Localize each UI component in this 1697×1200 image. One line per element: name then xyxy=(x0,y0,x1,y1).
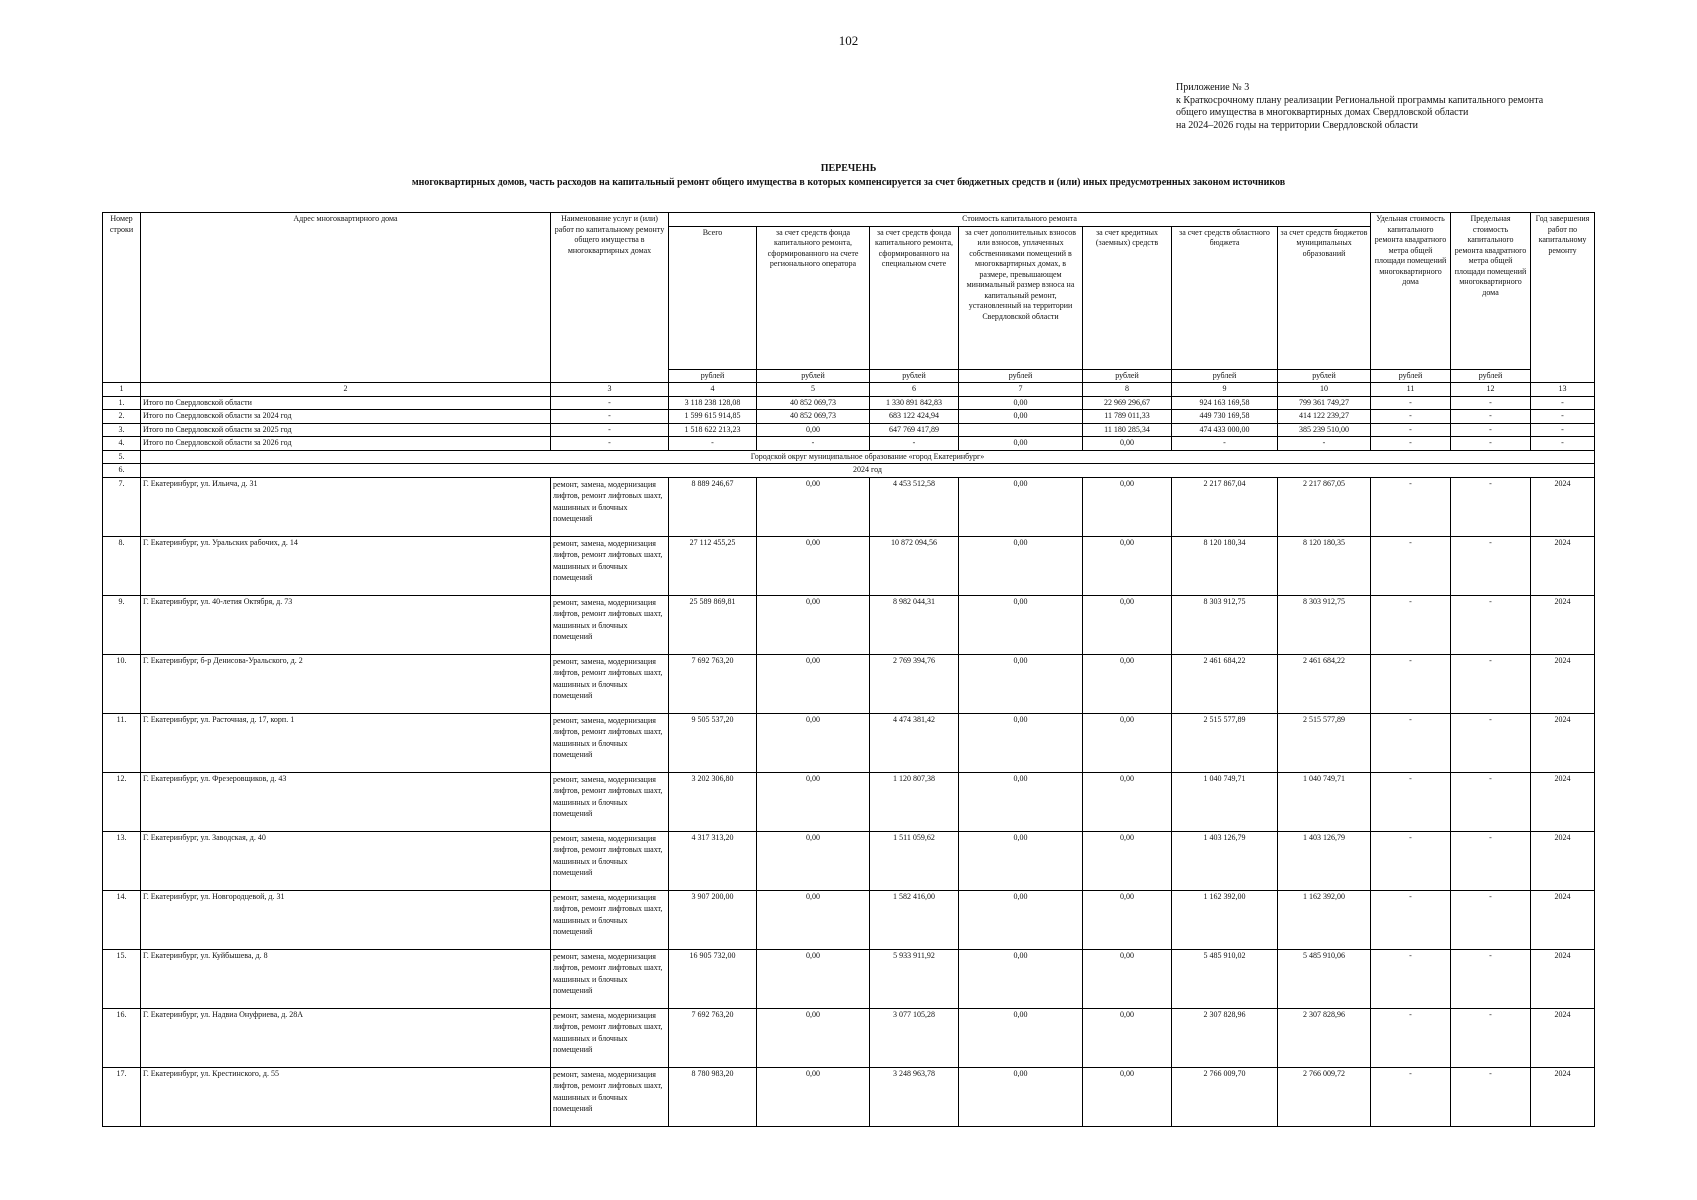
cell-service: ремонт, замена, модернизация лифтов, ремонт лифтовых шахт, машинных и блочных помещений xyxy=(551,477,669,536)
cell-total: 25 589 869,81 xyxy=(669,595,757,654)
cell-regional: 924 163 169,58 xyxy=(1172,396,1278,410)
cell-credit: 11 789 011,33 xyxy=(1083,410,1172,424)
cell-special: 8 982 044,31 xyxy=(870,595,959,654)
cell-regop: 0,00 xyxy=(757,890,870,949)
cell-total: 3 202 306,80 xyxy=(669,772,757,831)
cell-limit-cost: - xyxy=(1451,536,1531,595)
cell-row-number: 13. xyxy=(103,831,141,890)
cell-unit-cost: - xyxy=(1371,477,1451,536)
cell-special: 1 511 059,62 xyxy=(870,831,959,890)
cell-row-number: 15. xyxy=(103,949,141,1008)
cell-extra: 0,00 xyxy=(959,410,1083,424)
cell-service: ремонт, замена, модернизация лифтов, ремонт лифтовых шахт, машинных и блочных помещений xyxy=(551,949,669,1008)
cell-special: 1 330 891 842,83 xyxy=(870,396,959,410)
cell-row-number: 5. xyxy=(103,450,141,464)
cell-municipal: 2 217 867,05 xyxy=(1278,477,1371,536)
header-row xyxy=(103,213,1595,227)
cell-total: 16 905 732,00 xyxy=(669,949,757,1008)
column-number: 11 xyxy=(1371,383,1451,397)
cell-credit: 0,00 xyxy=(1083,1008,1172,1067)
appendix-note xyxy=(1176,82,1616,132)
cell-special: 683 122 424,94 xyxy=(870,410,959,424)
table-row xyxy=(103,772,1595,831)
table-row xyxy=(103,1067,1595,1126)
cell-address: Г. Екатеринбург, ул. Новгородцевой, д. 31 xyxy=(141,890,551,949)
cell-regop: 0,00 xyxy=(757,713,870,772)
cell-special: 5 933 911,92 xyxy=(870,949,959,1008)
cell-extra: 0,00 xyxy=(959,890,1083,949)
cell-unit-cost: - xyxy=(1371,536,1451,595)
cell-year: 2024 xyxy=(1531,477,1595,536)
cell-year: - xyxy=(1531,396,1595,410)
header-unit-cost: Удельная стоимость капитального ремонта квадратного метра общей площади помещений многоквартирного дома xyxy=(1371,213,1451,370)
cell-service: ремонт, замена, модернизация лифтов, ремонт лифтовых шахт, машинных и блочных помещений xyxy=(551,595,669,654)
cell-address: Г. Екатеринбург, ул. Надвиа Онуфриева, д. 28А xyxy=(141,1008,551,1067)
cell-year: 2024 xyxy=(1531,831,1595,890)
table-row xyxy=(103,831,1595,890)
cell-unit-cost: - xyxy=(1371,949,1451,1008)
unit-label: рублей xyxy=(669,369,757,383)
cell-municipal: 385 239 510,00 xyxy=(1278,423,1371,437)
cell-service: - xyxy=(551,437,669,451)
cell-limit-cost: - xyxy=(1451,713,1531,772)
column-number-row xyxy=(103,383,1595,397)
cell-special: 647 769 417,89 xyxy=(870,423,959,437)
cell-year: 2024 xyxy=(1531,713,1595,772)
cell-credit: 0,00 xyxy=(1083,595,1172,654)
cell-regop: - xyxy=(757,437,870,451)
cell-regop: 0,00 xyxy=(757,536,870,595)
cell-special: 4 453 512,58 xyxy=(870,477,959,536)
column-number: 8 xyxy=(1083,383,1172,397)
cell-municipal: 1 162 392,00 xyxy=(1278,890,1371,949)
cell-municipal: 2 307 828,96 xyxy=(1278,1008,1371,1067)
cell-limit-cost: - xyxy=(1451,654,1531,713)
totals-row xyxy=(103,423,1595,437)
cell-limit-cost: - xyxy=(1451,949,1531,1008)
cell-credit: 0,00 xyxy=(1083,949,1172,1008)
cell-credit: 0,00 xyxy=(1083,713,1172,772)
section-label: Городской округ муниципальное образование «город Екатеринбург» xyxy=(141,450,1595,464)
cell-extra: 0,00 xyxy=(959,437,1083,451)
cell-regop: 40 852 069,73 xyxy=(757,396,870,410)
cell-name: Итого по Свердловской области xyxy=(141,396,551,410)
cell-row-number: 2. xyxy=(103,410,141,424)
cell-special: 3 248 963,78 xyxy=(870,1067,959,1126)
cell-extra: 0,00 xyxy=(959,1067,1083,1126)
cell-regop: 0,00 xyxy=(757,772,870,831)
cell-total: - xyxy=(669,437,757,451)
unit-label: рублей xyxy=(959,369,1083,383)
column-number: 13 xyxy=(1531,383,1595,397)
cell-regop: 0,00 xyxy=(757,595,870,654)
table-row xyxy=(103,1008,1595,1067)
appendix-line: Приложение № 3 xyxy=(1176,82,1250,93)
header-regional: за счет средств областного бюджета xyxy=(1172,226,1278,369)
cell-total: 4 317 313,20 xyxy=(669,831,757,890)
cell-regional: 449 730 169,58 xyxy=(1172,410,1278,424)
cell-row-number: 8. xyxy=(103,536,141,595)
column-number: 9 xyxy=(1172,383,1278,397)
cell-service: ремонт, замена, модернизация лифтов, ремонт лифтовых шахт, машинных и блочных помещений xyxy=(551,536,669,595)
cell-year: 2024 xyxy=(1531,654,1595,713)
cell-extra xyxy=(959,423,1083,437)
unit-label: рублей xyxy=(1451,369,1531,383)
cell-limit-cost: - xyxy=(1451,890,1531,949)
cell-limit-cost: - xyxy=(1451,1067,1531,1126)
cell-credit: 0,00 xyxy=(1083,477,1172,536)
cell-municipal: 2 515 577,89 xyxy=(1278,713,1371,772)
cell-year: 2024 xyxy=(1531,890,1595,949)
title-subheading: многоквартирных домов, часть расходов на капитальный ремонт общего имущества в которых компенсируется за счет бюджетных средств и (или) иных предусмотренных законом источников xyxy=(411,177,1286,188)
cell-year: 2024 xyxy=(1531,536,1595,595)
cell-row-number: 10. xyxy=(103,654,141,713)
cell-service: - xyxy=(551,423,669,437)
cell-name: Итого по Свердловской области за 2026 год xyxy=(141,437,551,451)
cell-regional: 2 461 684,22 xyxy=(1172,654,1278,713)
cell-address: Г. Екатеринбург, б-р Денисова-Уральского, д. 2 xyxy=(141,654,551,713)
cell-total: 1 518 622 213,23 xyxy=(669,423,757,437)
cell-unit-cost: - xyxy=(1371,595,1451,654)
cell-credit: 0,00 xyxy=(1083,437,1172,451)
table-row xyxy=(103,949,1595,1008)
cell-special: 1 582 416,00 xyxy=(870,890,959,949)
title-heading: ПЕРЕЧЕНЬ xyxy=(820,163,877,174)
table-row xyxy=(103,890,1595,949)
cell-year: 2024 xyxy=(1531,772,1595,831)
column-number: 1 xyxy=(103,383,141,397)
cell-extra: 0,00 xyxy=(959,654,1083,713)
cell-regop: 40 852 069,73 xyxy=(757,410,870,424)
cell-service: ремонт, замена, модернизация лифтов, ремонт лифтовых шахт, машинных и блочных помещений xyxy=(551,654,669,713)
cell-row-number: 4. xyxy=(103,437,141,451)
cell-year: - xyxy=(1531,437,1595,451)
cell-service: - xyxy=(551,410,669,424)
cell-extra: 0,00 xyxy=(959,949,1083,1008)
cell-year: 2024 xyxy=(1531,595,1595,654)
cell-year: - xyxy=(1531,423,1595,437)
totals-row xyxy=(103,396,1595,410)
section-label: 2024 год xyxy=(141,464,1595,478)
cell-address: Г. Екатеринбург, ул. 40-летия Октября, д. 73 xyxy=(141,595,551,654)
cell-year: 2024 xyxy=(1531,1067,1595,1126)
cell-total: 9 505 537,20 xyxy=(669,713,757,772)
cell-limit-cost: - xyxy=(1451,772,1531,831)
unit-label: рублей xyxy=(1172,369,1278,383)
column-number: 2 xyxy=(141,383,551,397)
cell-unit-cost: - xyxy=(1371,1008,1451,1067)
cell-municipal: 2 461 684,22 xyxy=(1278,654,1371,713)
header-address: Адрес многоквартирного дома xyxy=(141,213,551,383)
cell-regop: 0,00 xyxy=(757,654,870,713)
cell-credit: 0,00 xyxy=(1083,654,1172,713)
cell-municipal: 1 403 126,79 xyxy=(1278,831,1371,890)
cell-service: ремонт, замена, модернизация лифтов, ремонт лифтовых шахт, машинных и блочных помещений xyxy=(551,772,669,831)
cell-total: 7 692 763,20 xyxy=(669,1008,757,1067)
column-number: 3 xyxy=(551,383,669,397)
cell-regop: 0,00 xyxy=(757,1008,870,1067)
cell-address: Г. Екатеринбург, ул. Ильича, д. 31 xyxy=(141,477,551,536)
cell-municipal: 5 485 910,06 xyxy=(1278,949,1371,1008)
column-number: 4 xyxy=(669,383,757,397)
cell-address: Г. Екатеринбург, ул. Заводская, д. 40 xyxy=(141,831,551,890)
page-number: 102 xyxy=(838,33,859,48)
cell-regional: 2 217 867,04 xyxy=(1172,477,1278,536)
cell-regional: 1 040 749,71 xyxy=(1172,772,1278,831)
cell-limit-cost: - xyxy=(1451,477,1531,536)
cell-year: 2024 xyxy=(1531,1008,1595,1067)
cell-regional: 1 403 126,79 xyxy=(1172,831,1278,890)
cell-name: Итого по Свердловской области за 2024 год xyxy=(141,410,551,424)
cell-row-number: 11. xyxy=(103,713,141,772)
cell-row-number: 17. xyxy=(103,1067,141,1126)
cell-credit: 0,00 xyxy=(1083,772,1172,831)
column-number: 10 xyxy=(1278,383,1371,397)
header-extra: за счет дополнительных взносов или взносов, уплаченных собственниками помещений в многоквартирных домах, в размере, превышающем минимальный размер взноса на капитальный ремонт, установленный на территории Свердловской области xyxy=(959,226,1083,369)
cell-regional: 5 485 910,02 xyxy=(1172,949,1278,1008)
cell-total: 27 112 455,25 xyxy=(669,536,757,595)
cell-extra: 0,00 xyxy=(959,1008,1083,1067)
cell-total: 1 599 615 914,85 xyxy=(669,410,757,424)
cell-limit-cost: - xyxy=(1451,1008,1531,1067)
cell-address: Г. Екатеринбург, ул. Расточная, д. 17, корп. 1 xyxy=(141,713,551,772)
cell-regop: 0,00 xyxy=(757,423,870,437)
cell-total: 7 692 763,20 xyxy=(669,654,757,713)
column-number: 5 xyxy=(757,383,870,397)
cell-row-number: 16. xyxy=(103,1008,141,1067)
cell-extra: 0,00 xyxy=(959,536,1083,595)
appendix-line: общего имущества в многоквартирных домах Свердловской области xyxy=(1176,107,1469,118)
cell-extra: 0,00 xyxy=(959,713,1083,772)
cell-extra: 0,00 xyxy=(959,396,1083,410)
cell-row-number: 12. xyxy=(103,772,141,831)
cell-municipal: 8 303 912,75 xyxy=(1278,595,1371,654)
unit-label: рублей xyxy=(870,369,959,383)
unit-label: рублей xyxy=(1083,369,1172,383)
cell-row-number: 7. xyxy=(103,477,141,536)
cell-row-number: 6. xyxy=(103,464,141,478)
column-number: 6 xyxy=(870,383,959,397)
cell-limit-cost: - xyxy=(1451,423,1531,437)
unit-label: рублей xyxy=(1371,369,1451,383)
totals-row xyxy=(103,410,1595,424)
cell-credit: 11 180 285,34 xyxy=(1083,423,1172,437)
cell-row-number: 1. xyxy=(103,396,141,410)
cell-regional: - xyxy=(1172,437,1278,451)
cell-regop: 0,00 xyxy=(757,477,870,536)
cell-special: 2 769 394,76 xyxy=(870,654,959,713)
cell-limit-cost: - xyxy=(1451,396,1531,410)
header-special: за счет средств фонда капитального ремонта, сформированного на специальном счете xyxy=(870,226,959,369)
cell-municipal: - xyxy=(1278,437,1371,451)
cell-regional: 8 303 912,75 xyxy=(1172,595,1278,654)
header-regop: за счет средств фонда капитального ремонта, сформированного на счете регионального оператора xyxy=(757,226,870,369)
table-row xyxy=(103,477,1595,536)
section-row xyxy=(103,450,1595,464)
header-total: Всего xyxy=(669,226,757,369)
section-row xyxy=(103,464,1595,478)
cell-special: 3 077 105,28 xyxy=(870,1008,959,1067)
unit-label: рублей xyxy=(757,369,870,383)
column-number: 7 xyxy=(959,383,1083,397)
repair-cost-table xyxy=(102,212,1595,1127)
cell-credit: 0,00 xyxy=(1083,1067,1172,1126)
cell-total: 8 889 246,67 xyxy=(669,477,757,536)
cell-limit-cost: - xyxy=(1451,831,1531,890)
cell-row-number: 14. xyxy=(103,890,141,949)
cell-unit-cost: - xyxy=(1371,437,1451,451)
cell-special: - xyxy=(870,437,959,451)
cell-municipal: 799 361 749,27 xyxy=(1278,396,1371,410)
cell-address: Г. Екатеринбург, ул. Фрезеровщиков, д. 43 xyxy=(141,772,551,831)
appendix-line: к Краткосрочному плану реализации Региональной программы капитального ремонта xyxy=(1176,94,1544,106)
cell-service: ремонт, замена, модернизация лифтов, ремонт лифтовых шахт, машинных и блочных помещений xyxy=(551,1067,669,1126)
cell-municipal: 1 040 749,71 xyxy=(1278,772,1371,831)
cell-special: 1 120 807,38 xyxy=(870,772,959,831)
unit-label: рублей xyxy=(1278,369,1371,383)
cell-regop: 0,00 xyxy=(757,831,870,890)
cell-unit-cost: - xyxy=(1371,831,1451,890)
cell-row-number: 3. xyxy=(103,423,141,437)
cell-regop: 0,00 xyxy=(757,949,870,1008)
header-cost-group: Стоимость капитального ремонта xyxy=(669,213,1371,227)
cell-service: ремонт, замена, модернизация лифтов, ремонт лифтовых шахт, машинных и блочных помещений xyxy=(551,890,669,949)
cell-regional: 1 162 392,00 xyxy=(1172,890,1278,949)
cell-limit-cost: - xyxy=(1451,410,1531,424)
cell-address: Г. Екатеринбург, ул. Крестинского, д. 55 xyxy=(141,1067,551,1126)
cell-credit: 0,00 xyxy=(1083,890,1172,949)
cell-regional: 8 120 180,34 xyxy=(1172,536,1278,595)
cell-extra: 0,00 xyxy=(959,477,1083,536)
cell-name: Итого по Свердловской области за 2025 год xyxy=(141,423,551,437)
cell-credit: 0,00 xyxy=(1083,831,1172,890)
cell-special: 10 872 094,56 xyxy=(870,536,959,595)
table-row xyxy=(103,595,1595,654)
cell-limit-cost: - xyxy=(1451,437,1531,451)
header-row-number: Номер строки xyxy=(103,213,141,383)
cell-service: ремонт, замена, модернизация лифтов, ремонт лифтовых шахт, машинных и блочных помещений xyxy=(551,713,669,772)
header-service: Наименование услуг и (или) работ по капитальному ремонту общего имущества в многоквартирных домах xyxy=(551,213,669,383)
cell-service: - xyxy=(551,396,669,410)
cell-credit: 0,00 xyxy=(1083,536,1172,595)
cell-extra: 0,00 xyxy=(959,595,1083,654)
document-title xyxy=(0,162,1697,190)
cell-extra: 0,00 xyxy=(959,772,1083,831)
cell-credit: 22 969 296,67 xyxy=(1083,396,1172,410)
cell-municipal: 414 122 239,27 xyxy=(1278,410,1371,424)
table-row xyxy=(103,713,1595,772)
cell-address: Г. Екатеринбург, ул. Уральских рабочих, д. 14 xyxy=(141,536,551,595)
header-year: Год завершения работ по капитальному ремонту xyxy=(1531,213,1595,383)
cell-regional: 2 307 828,96 xyxy=(1172,1008,1278,1067)
cell-limit-cost: - xyxy=(1451,595,1531,654)
cell-unit-cost: - xyxy=(1371,423,1451,437)
cell-total: 3 118 238 128,08 xyxy=(669,396,757,410)
cell-regional: 2 766 009,70 xyxy=(1172,1067,1278,1126)
header-credit: за счет кредитных (заемных) средств xyxy=(1083,226,1172,369)
cell-regional: 474 433 000,00 xyxy=(1172,423,1278,437)
header-municipal: за счет средств бюджетов муниципальных образований xyxy=(1278,226,1371,369)
cell-extra: 0,00 xyxy=(959,831,1083,890)
cell-regop: 0,00 xyxy=(757,1067,870,1126)
totals-row xyxy=(103,437,1595,451)
column-number: 12 xyxy=(1451,383,1531,397)
cell-year: - xyxy=(1531,410,1595,424)
cell-service: ремонт, замена, модернизация лифтов, ремонт лифтовых шахт, машинных и блочных помещений xyxy=(551,831,669,890)
cell-unit-cost: - xyxy=(1371,713,1451,772)
cell-total: 8 780 983,20 xyxy=(669,1067,757,1126)
cell-unit-cost: - xyxy=(1371,772,1451,831)
appendix-line: на 2024–2026 годы на территории Свердловской области xyxy=(1176,119,1419,131)
cell-municipal: 8 120 180,35 xyxy=(1278,536,1371,595)
cell-special: 4 474 381,42 xyxy=(870,713,959,772)
header-limit-cost: Предельная стоимость капитального ремонта квадратного метра общей площади помещений многоквартирного дома xyxy=(1451,213,1531,370)
cell-row-number: 9. xyxy=(103,595,141,654)
cell-unit-cost: - xyxy=(1371,890,1451,949)
cell-regional: 2 515 577,89 xyxy=(1172,713,1278,772)
cell-year: 2024 xyxy=(1531,949,1595,1008)
cell-service: ремонт, замена, модернизация лифтов, ремонт лифтовых шахт, машинных и блочных помещений xyxy=(551,1008,669,1067)
cell-unit-cost: - xyxy=(1371,396,1451,410)
cell-unit-cost: - xyxy=(1371,654,1451,713)
cell-total: 3 907 200,00 xyxy=(669,890,757,949)
cell-municipal: 2 766 009,72 xyxy=(1278,1067,1371,1126)
cell-unit-cost: - xyxy=(1371,410,1451,424)
cell-address: Г. Екатеринбург, ул. Куйбышева, д. 8 xyxy=(141,949,551,1008)
cell-unit-cost: - xyxy=(1371,1067,1451,1126)
table-row xyxy=(103,654,1595,713)
table-row xyxy=(103,536,1595,595)
